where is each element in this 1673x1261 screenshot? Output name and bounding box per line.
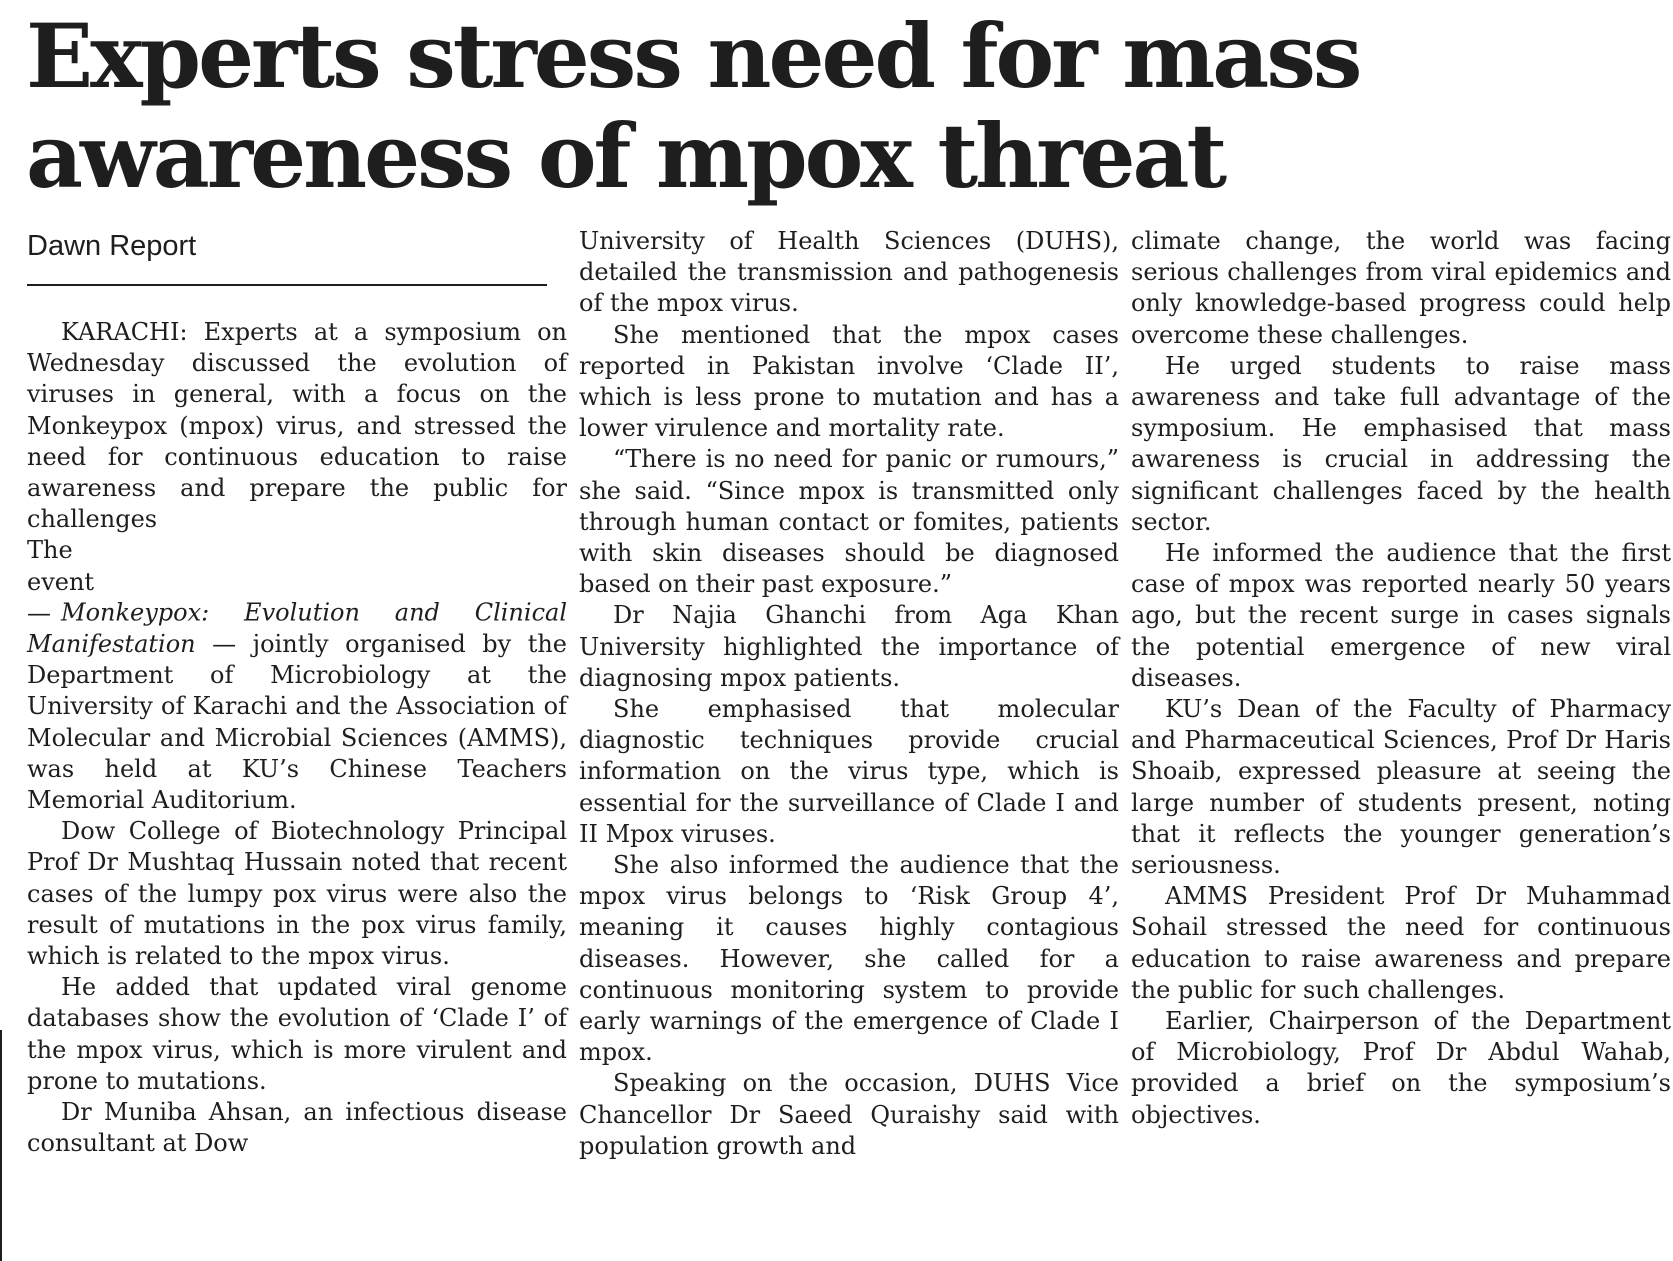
paragraph: She mentioned that the mpox cases reported in Pakistan involve ‘Clade II’, which is less prone to mutation and has a lower virulence and mortality rate.: [579, 320, 1119, 443]
paragraph: KU’s Dean of the Faculty of Pharmacy and Pharmaceutical Sciences, Prof Dr Haris Shoaib, expressed pleasure at seeing the large number of students present, noting that it reflects the younger generation’s seriousness.: [1131, 695, 1671, 880]
paragraph: He urged students to raise mass awareness and take full advantage of the symposium. He emphasised that mass awareness is crucial in addressing the significant challenges faced by the health sector.: [1131, 351, 1671, 536]
paragraph: Speaking on the occasion, DUHS Vice Chancellor Dr Saeed Quraishy said with population growth and: [579, 1069, 1119, 1160]
article-headline: Experts stress need for mass awareness of mpox threat: [26, 4, 1360, 208]
paragraph: He informed the audience that the first case of mpox was reported nearly 50 years ago, but the recent surge in cases signals the potential emergence of new viral diseases.: [1131, 539, 1671, 692]
event-title: Monkeypox: Evolution and Clinical Manifestation: [27, 598, 567, 659]
article-column-2: [579, 226, 1119, 1162]
paragraph: “There is no need for panic or rumours,” she said. “Since mpox is transmitted only through human contact or fomites, patients with skin diseases should be diagnosed based on their past exposure.”: [579, 445, 1119, 599]
paragraph: Dow College of Biotechnology Principal Prof Dr Mushtaq Hussain noted that recent cases of the lumpy pox virus were also the result of mutations in the pox virus family, which is related to the mpox virus.: [27, 817, 567, 971]
article-column-1: [27, 226, 567, 1159]
paragraph: climate change, the world was facing serious challenges from viral epidemics and only knowledge-based progress could help overcome these challenges.: [1131, 227, 1671, 349]
paragraph: He added that updated viral genome databases show the evolution of ‘Clade I’ of the mpox virus, which is more virulent and prone to mutations.: [27, 973, 567, 1095]
paragraph: Dr Muniba Ahsan, an infectious disease consultant at Dow: [27, 1098, 567, 1158]
paragraph: KARACHI: Experts at a symposium on Wednesday discussed the evolution of viruses in general, with a focus on the Monkeypox (mpox) virus, and stressed the need for continuous education to raise awareness and prepare the public for challenges: [27, 318, 567, 534]
paragraph: She emphasised that molecular diagnostic techniques provide crucial information on the virus type, which is essential for the surveillance of Clade I and II Mpox viruses.: [579, 695, 1119, 848]
paragraph: She also informed the audience that the mpox virus belongs to ‘Risk Group 4’, meaning it causes highly contagious diseases. However, she called for a continuous monitoring system to provide early warnings of the emergence of Clade I mpox.: [579, 851, 1119, 1067]
paragraph: Dr Najia Ghanchi from Aga Khan University highlighted the importance of diagnosing mpox patients.: [579, 601, 1119, 692]
paragraph-text: — jointly organised by the Department of Microbiology at the University of Karachi and the Association of Molecular and Microbial Sciences (AMMS), was held at KU’s Chinese Teachers Memorial Auditorium.: [27, 630, 567, 815]
margin-rule: [0, 1030, 2, 1261]
byline: Dawn Report: [27, 226, 547, 286]
paragraph: Earlier, Chairperson of the Department of Microbiology, Prof Dr Abdul Wahab, provided a brief on the symposium’s objectives.: [1131, 1007, 1671, 1129]
paragraph: AMMS President Prof Dr Muhammad Sohail stressed the need for continuous education to raise awareness and prepare the public for such challenges.: [1131, 882, 1671, 1004]
paragraph: [27, 535, 567, 816]
paragraph: University of Health Sciences (DUHS), detailed the transmission and pathogenesis of the mpox virus.: [579, 227, 1119, 318]
paragraph-lead: The event —: [27, 536, 95, 627]
article-column-3: [1131, 226, 1671, 1131]
